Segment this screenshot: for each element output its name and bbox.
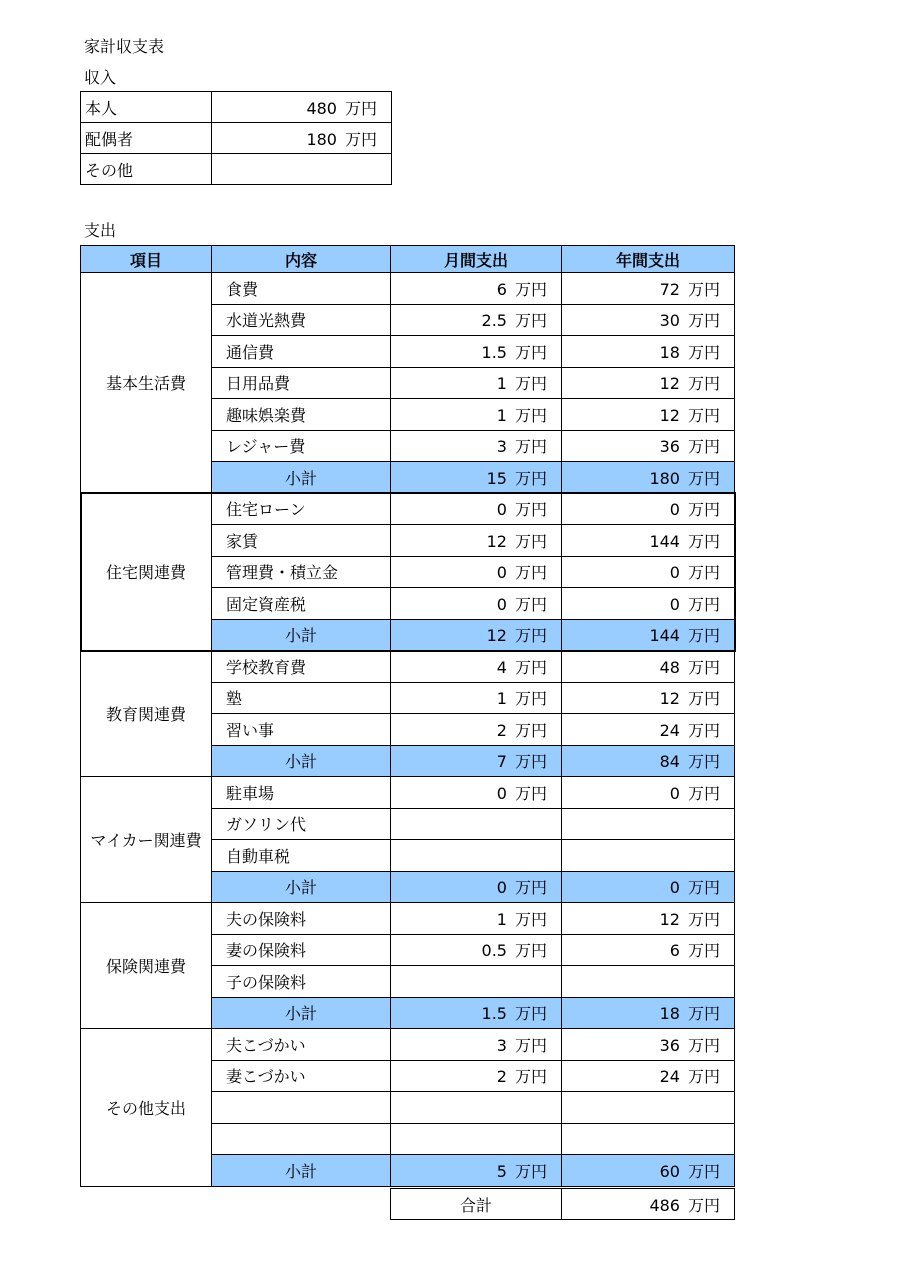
yearly-amount (562, 367, 735, 399)
expense-group (81, 493, 735, 651)
subtotal-label-value: 小計 (284, 626, 317, 646)
monthly-amount-unit: 万円 (514, 909, 547, 929)
expense-item (212, 273, 391, 305)
yearly-amount-unit: 万円 (687, 437, 720, 457)
monthly-amount (391, 430, 562, 462)
expense-item-value: 水道光熱費 (226, 311, 307, 331)
monthly-amount (391, 1029, 562, 1061)
subtotal-yearly (562, 1155, 735, 1187)
yearly-amount-unit: 万円 (687, 657, 720, 677)
yearly-amount (562, 934, 735, 966)
subtotal-monthly-unit: 万円 (514, 878, 547, 898)
expense-item (212, 525, 391, 557)
expense-group (81, 1029, 735, 1187)
subtotal-yearly-unit: 万円 (687, 626, 720, 646)
subtotal-yearly (562, 745, 735, 777)
monthly-amount (391, 556, 562, 588)
page-title: 家計収支表 (84, 37, 165, 56)
subtotal-monthly-value: 7 (496, 752, 507, 772)
monthly-amount-value: 3 (496, 1035, 507, 1055)
monthly-amount-value: 6 (496, 279, 507, 299)
total-label: 合計 (391, 1189, 562, 1220)
expense-table (80, 245, 735, 1187)
monthly-amount-unit: 万円 (514, 279, 547, 299)
expense-category-value: マイカー関連費 (90, 831, 202, 850)
monthly-amount (391, 493, 562, 525)
expense-item-value: 駐車場 (226, 783, 275, 803)
subtotal-yearly-value: 144 (649, 626, 680, 646)
expense-item-value: 食費 (226, 279, 259, 299)
expense-category-value: 教育関連費 (105, 705, 186, 724)
expense-item (212, 399, 391, 431)
monthly-amount-value: 0 (496, 594, 507, 614)
monthly-amount-value: 2 (496, 720, 507, 740)
total-table (390, 1188, 735, 1220)
expense-category (81, 777, 212, 903)
expense-item (212, 430, 391, 462)
subtotal-monthly-value: 5 (496, 1161, 507, 1181)
expense-category-value: その他支出 (105, 1098, 186, 1118)
monthly-amount-unit: 万円 (514, 689, 547, 709)
yearly-amount-value: 0 (669, 783, 680, 803)
monthly-amount-unit: 万円 (514, 563, 547, 583)
total-row (391, 1189, 735, 1220)
monthly-amount-unit: 万円 (514, 657, 547, 677)
yearly-amount-value: 18 (659, 342, 680, 362)
yearly-amount-unit: 万円 (687, 342, 720, 362)
yearly-amount-value: 48 (659, 657, 680, 677)
subtotal-monthly-value: 0 (496, 878, 507, 898)
subtotal-yearly-value: 84 (659, 752, 680, 772)
total-unit: 万円 (687, 1195, 720, 1215)
yearly-amount-unit: 万円 (687, 909, 720, 929)
monthly-amount (391, 1060, 562, 1092)
yearly-amount-value: 6 (669, 941, 680, 961)
income-name (81, 154, 212, 185)
income-amount-value: 180 (306, 129, 337, 149)
expense-category (81, 273, 212, 494)
expense-category (81, 1029, 212, 1187)
yearly-amount (562, 588, 735, 620)
expense-heading: 支出 (84, 221, 117, 240)
income-row (81, 92, 392, 123)
subtotal-monthly-unit: 万円 (514, 1161, 547, 1181)
expense-group (81, 903, 735, 1029)
subtotal-yearly (562, 619, 735, 651)
monthly-amount (391, 588, 562, 620)
expense-item-value: 妻こづかい (226, 1067, 306, 1087)
total-value: 486 (649, 1195, 680, 1215)
expense-item-value: 日用品費 (226, 374, 291, 394)
yearly-amount (562, 903, 735, 935)
monthly-amount (391, 399, 562, 431)
subtotal-yearly-unit: 万円 (687, 878, 720, 898)
subtotal-yearly-unit: 万円 (687, 1161, 720, 1181)
expense-item (212, 1092, 391, 1124)
monthly-amount-value: 1 (496, 689, 507, 709)
subtotal-label-value: 小計 (284, 468, 317, 488)
monthly-amount-unit: 万円 (514, 783, 547, 803)
income-row (81, 154, 392, 185)
monthly-amount-unit: 万円 (514, 342, 547, 362)
income-row (81, 123, 392, 154)
monthly-amount-value: 1.5 (481, 342, 507, 362)
subtotal-monthly (391, 997, 562, 1029)
yearly-amount (562, 682, 735, 714)
expense-item-value: 夫の保険料 (226, 909, 307, 929)
yearly-amount-value: 72 (659, 279, 680, 299)
expense-item (212, 966, 391, 998)
subtotal-yearly-value: 0 (669, 878, 680, 898)
yearly-amount (562, 1092, 735, 1124)
expense-item (212, 367, 391, 399)
yearly-amount-value: 0 (669, 563, 680, 583)
yearly-amount-unit: 万円 (687, 311, 720, 331)
subtotal-monthly-value: 15 (486, 468, 507, 488)
yearly-amount (562, 840, 735, 872)
subtotal-label (212, 619, 391, 651)
subtotal-label (212, 1155, 391, 1187)
yearly-amount-value: 0 (669, 500, 680, 520)
income-amount (212, 123, 392, 154)
expense-item-value: レジャー費 (226, 437, 306, 457)
subtotal-yearly-value: 180 (649, 468, 680, 488)
expense-row (81, 777, 735, 809)
monthly-amount (391, 525, 562, 557)
expense-item (212, 556, 391, 588)
monthly-amount-unit: 万円 (514, 1067, 547, 1087)
monthly-amount-unit: 万円 (514, 500, 547, 520)
yearly-amount (562, 966, 735, 998)
expense-item (212, 1060, 391, 1092)
subtotal-yearly-unit: 万円 (687, 1004, 720, 1024)
header-yearly: 年間支出 (562, 246, 735, 273)
subtotal-yearly (562, 871, 735, 903)
yearly-amount-unit: 万円 (687, 531, 720, 551)
yearly-amount (562, 493, 735, 525)
subtotal-monthly (391, 462, 562, 494)
subtotal-yearly (562, 997, 735, 1029)
income-name (81, 92, 212, 123)
subtotal-yearly-unit: 万円 (687, 752, 720, 772)
subtotal-yearly-unit: 万円 (687, 468, 720, 488)
monthly-amount-value: 0.5 (481, 941, 507, 961)
expense-item-value: 自動車税 (226, 846, 291, 866)
monthly-amount-value: 1 (496, 374, 507, 394)
expense-row (81, 651, 735, 683)
monthly-amount-unit: 万円 (514, 941, 547, 961)
expense-item (212, 1123, 391, 1155)
header-content: 内容 (212, 246, 391, 273)
yearly-amount-unit: 万円 (687, 594, 720, 614)
subtotal-label-value: 小計 (284, 1004, 317, 1024)
expense-group (81, 651, 735, 777)
monthly-amount (391, 304, 562, 336)
yearly-amount (562, 399, 735, 431)
monthly-amount-value: 1 (496, 405, 507, 425)
monthly-amount-unit: 万円 (514, 720, 547, 740)
yearly-amount-value: 144 (649, 531, 680, 551)
monthly-amount-unit: 万円 (514, 437, 547, 457)
subtotal-monthly-unit: 万円 (514, 468, 547, 488)
monthly-amount-unit: 万円 (514, 531, 547, 551)
income-amount (212, 92, 392, 123)
monthly-amount (391, 367, 562, 399)
yearly-amount-value: 36 (659, 437, 680, 457)
monthly-amount-value: 0 (496, 783, 507, 803)
yearly-amount-value: 0 (669, 594, 680, 614)
expense-item (212, 651, 391, 683)
subtotal-label-value: 小計 (284, 752, 317, 772)
header-category: 項目 (81, 246, 212, 273)
subtotal-monthly (391, 619, 562, 651)
expense-item (212, 493, 391, 525)
yearly-amount-unit: 万円 (687, 405, 720, 425)
monthly-amount-value: 2 (496, 1067, 507, 1087)
yearly-amount (562, 777, 735, 809)
monthly-amount (391, 808, 562, 840)
subtotal-label-value: 小計 (284, 878, 317, 898)
yearly-amount (562, 304, 735, 336)
expense-item (212, 903, 391, 935)
income-amount (212, 154, 392, 185)
expense-item-value: 学校教育費 (226, 657, 307, 677)
total-value-cell (562, 1189, 735, 1220)
expense-category-value: 基本生活費 (105, 374, 186, 394)
yearly-amount (562, 556, 735, 588)
income-heading: 収入 (84, 68, 117, 87)
yearly-amount (562, 1060, 735, 1092)
subtotal-monthly-value: 1.5 (481, 1004, 507, 1024)
yearly-amount-unit: 万円 (687, 500, 720, 520)
monthly-amount (391, 903, 562, 935)
subtotal-label-value: 小計 (284, 1161, 317, 1181)
expense-item (212, 777, 391, 809)
expense-category-value: 保険関連費 (105, 957, 186, 976)
yearly-amount-value: 24 (659, 720, 680, 740)
subtotal-monthly (391, 871, 562, 903)
expense-item-value: 趣味娯楽費 (226, 405, 307, 425)
monthly-amount-value: 0 (496, 500, 507, 520)
monthly-amount-value: 3 (496, 437, 507, 457)
monthly-amount (391, 934, 562, 966)
expense-row (81, 903, 735, 935)
expense-group (81, 777, 735, 903)
yearly-amount-value: 36 (659, 1035, 680, 1055)
yearly-amount-value: 12 (659, 689, 680, 709)
income-amount-value: 480 (306, 98, 337, 118)
expense-item (212, 304, 391, 336)
expense-item-value: 住宅ローン (226, 500, 306, 520)
expense-header-row (81, 246, 735, 273)
yearly-amount-value: 12 (659, 374, 680, 394)
subtotal-monthly-unit: 万円 (514, 1004, 547, 1024)
yearly-amount (562, 525, 735, 557)
monthly-amount-unit: 万円 (514, 374, 547, 394)
yearly-amount-unit: 万円 (687, 374, 720, 394)
monthly-amount-value: 4 (496, 657, 507, 677)
yearly-amount-unit: 万円 (687, 720, 720, 740)
yearly-amount-unit: 万円 (687, 563, 720, 583)
expense-group (81, 273, 735, 494)
monthly-amount (391, 714, 562, 746)
monthly-amount-unit: 万円 (514, 1035, 547, 1055)
subtotal-monthly-value: 12 (486, 626, 507, 646)
yearly-amount (562, 808, 735, 840)
expense-item-value: 習い事 (226, 720, 275, 740)
monthly-amount (391, 336, 562, 368)
expense-item (212, 588, 391, 620)
yearly-amount-value: 12 (659, 405, 680, 425)
expense-item-value: 夫こづかい (226, 1035, 306, 1055)
expense-item-value: ガソリン代 (226, 815, 307, 835)
subtotal-yearly-value: 60 (659, 1161, 680, 1181)
expense-row (81, 273, 735, 305)
expense-row (81, 1029, 735, 1061)
yearly-amount (562, 273, 735, 305)
expense-item (212, 336, 391, 368)
expense-item-value: 子の保険料 (226, 972, 307, 992)
subtotal-label (212, 997, 391, 1029)
yearly-amount (562, 430, 735, 462)
yearly-amount (562, 1029, 735, 1061)
subtotal-label (212, 871, 391, 903)
monthly-amount (391, 1092, 562, 1124)
expense-row (81, 493, 735, 525)
expense-item (212, 840, 391, 872)
monthly-amount-value: 1 (496, 909, 507, 929)
income-name (81, 123, 212, 154)
yearly-amount-unit: 万円 (687, 1035, 720, 1055)
income-amount-unit: 万円 (344, 129, 377, 149)
expense-item-value: 塾 (226, 689, 243, 709)
monthly-amount (391, 651, 562, 683)
expense-category (81, 903, 212, 1029)
monthly-amount (391, 966, 562, 998)
yearly-amount-unit: 万円 (687, 783, 720, 803)
monthly-amount-value: 0 (496, 563, 507, 583)
yearly-amount (562, 336, 735, 368)
header-monthly: 月間支出 (391, 246, 562, 273)
subtotal-label (212, 745, 391, 777)
yearly-amount-unit: 万円 (687, 941, 720, 961)
subtotal-monthly (391, 745, 562, 777)
income-name-value: その他 (85, 160, 134, 180)
yearly-amount-unit: 万円 (687, 1067, 720, 1087)
monthly-amount-unit: 万円 (514, 405, 547, 425)
monthly-amount (391, 273, 562, 305)
monthly-amount-unit: 万円 (514, 311, 547, 331)
expense-item-value: 固定資産税 (226, 594, 307, 614)
expense-item-value: 管理費・積立金 (226, 563, 339, 583)
yearly-amount-unit: 万円 (687, 279, 720, 299)
expense-category (81, 493, 212, 651)
monthly-amount-value: 12 (486, 531, 507, 551)
yearly-amount (562, 651, 735, 683)
expense-item (212, 1029, 391, 1061)
yearly-amount (562, 1123, 735, 1155)
expense-item (212, 808, 391, 840)
monthly-amount-unit: 万円 (514, 594, 547, 614)
yearly-amount-unit: 万円 (687, 689, 720, 709)
yearly-amount-value: 12 (659, 909, 680, 929)
income-name-value: 配偶者 (85, 129, 134, 149)
subtotal-monthly-unit: 万円 (514, 752, 547, 772)
income-amount-unit: 万円 (344, 98, 377, 118)
subtotal-monthly-unit: 万円 (514, 626, 547, 646)
expense-item (212, 934, 391, 966)
subtotal-yearly-value: 18 (659, 1004, 680, 1024)
subtotal-label (212, 462, 391, 494)
yearly-amount-value: 24 (659, 1067, 680, 1087)
expense-item-value: 妻の保険料 (226, 941, 307, 961)
monthly-amount (391, 1123, 562, 1155)
yearly-amount (562, 714, 735, 746)
income-name-value: 本人 (85, 98, 118, 118)
expense-item-value: 家賃 (226, 531, 259, 551)
subtotal-monthly (391, 1155, 562, 1187)
monthly-amount (391, 777, 562, 809)
monthly-amount (391, 840, 562, 872)
subtotal-yearly (562, 462, 735, 494)
monthly-amount-value: 2.5 (481, 311, 507, 331)
yearly-amount-value: 30 (659, 311, 680, 331)
income-table (80, 91, 392, 185)
monthly-amount (391, 682, 562, 714)
expense-item (212, 714, 391, 746)
expense-category (81, 651, 212, 777)
expense-item (212, 682, 391, 714)
expense-item-value: 通信費 (226, 342, 275, 362)
expense-category-value: 住宅関連費 (105, 563, 186, 583)
